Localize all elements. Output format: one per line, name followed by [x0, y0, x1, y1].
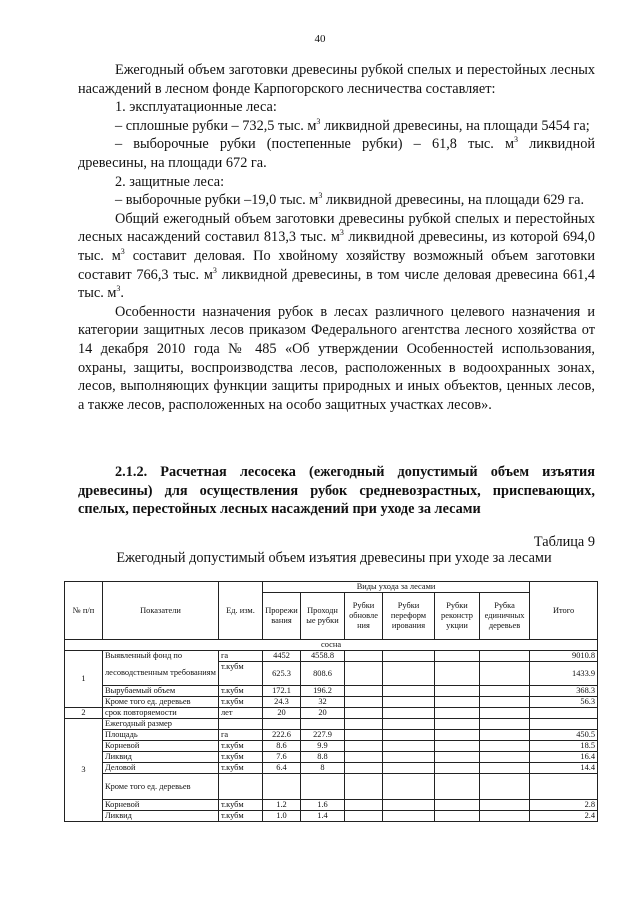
item-2a: – выборочные рубки –19,0 тыс. $м^3$ ликвидной древесины, на площади 629 га. — [115, 191, 585, 209]
table-row: Ликвид т.кубм 1.0 1.4 2.4 — [65, 811, 598, 822]
features-paragraph: Особенности назначения рубок в лесах различного целевого назначения и категории защитных лесов приказом Федерального агентства лесного хозяйства от 14 декабря 2010 года № 485 «Об утверждении Особенностей использования, охраны, защиты, воспроизводства лесов, расположенных в водоохранных зонах, лесов, выполняющих функции защиты природных и иных объектов, ценных лесов, а также лесов, расположенных на особо защитных участках лесов». — [78, 303, 595, 413]
data-table — [64, 581, 598, 822]
table-row: Деловой т.кубм 6.4 8 14.4 — [65, 763, 598, 774]
header-col-6: Рубка единичных деревьев — [480, 593, 530, 640]
table-title: Ежегодный допустимый объем изъятия древесины при уходе за лесами — [116, 550, 552, 566]
header-col-3: Рубки обновле ния — [345, 593, 383, 640]
header-col-1: Прорежи вания — [263, 593, 301, 640]
item-2: 2. защитные леса: — [115, 173, 225, 190]
header-group: Виды ухода за лесами — [263, 582, 530, 593]
table-row: Кроме того ед. деревьев т.кубм 24.3 32 56.3 — [65, 697, 598, 708]
table-row: 1 Выявленный фонд по га 4452 4558.8 9010.8 — [65, 651, 598, 662]
header-col-4: Рубки переформ ирования — [383, 593, 435, 640]
total-paragraph: Общий ежегодный объем заготовки древесины рубкой спелых и перестойных лесных насаждений составил 813,3 тыс. $м^3$ ликвидной древесины, из которой 694,0 тыс. $м^3$ составит деловая. По хвойному хозяйству возможный объем заготовки составит 766,3 тыс. $м^3$ ликвидной древесины, в том числе деловая древесина 661,4 тыс. $м^3$. — [78, 210, 596, 302]
item-1b: – выборочные рубки (постепенные рубки) – 61,8 тыс. $м^3$ ликвидной древесины, на площади 672 га. — [78, 135, 595, 171]
item-1a: – сплошные рубки – 732,5 тыс. $м^3$ ликвидной древесины, на площади 5454 га; — [115, 117, 590, 134]
table-row: Корневой т.кубм 8.6 9.9 18.5 — [65, 741, 598, 752]
table-row: лесоводственным требованиям т.кубм 625.3 808.6 1433.9 — [65, 662, 598, 686]
header-unit: Ед. изм. — [219, 582, 263, 640]
section-row: сосна — [65, 640, 598, 651]
table-row: Кроме того ед. деревьев — [65, 774, 598, 800]
table-label: Таблица 9 — [533, 534, 595, 550]
table-row: Вырубаемый объем т.кубм 172.1 196.2 368.3 — [65, 686, 598, 697]
intro-paragraph: Ежегодный объем заготовки древесины рубкой спелых и перестойных лесных насаждений в лесном фонде Карпогорского лесничества составляет: — [78, 62, 595, 97]
item-1: 1. эксплуатационные леса: — [115, 99, 277, 116]
header-col-2: Проходн ые рубки — [301, 593, 345, 640]
table-row: 3 Ежегодный размер — [65, 719, 598, 730]
page-number: 40 — [314, 33, 326, 45]
header-col-5: Рубки реконстр укции — [435, 593, 480, 640]
table-row: Корневой т.кубм 1.2 1.6 2.8 — [65, 800, 598, 811]
header-total: Итого — [530, 582, 598, 640]
body-text — [78, 61, 595, 414]
table-row: Ликвид т.кубм 7.6 8.8 16.4 — [65, 752, 598, 763]
header-num: № п/п — [65, 582, 103, 640]
section-heading: 2.1.2. Расчетная лесосека (ежегодный допустимый объем изъятия древесины) для осуществления рубок средневозрастных, приспевающих, спелых, перестойных лесных насаждений при уходе за лесами — [78, 464, 595, 518]
table-row: 2 срок повторяемости лет 20 20 — [65, 708, 598, 719]
table-row: Площадь га 222.6 227.9 450.5 — [65, 730, 598, 741]
header-indicator: Показатели — [103, 582, 219, 640]
